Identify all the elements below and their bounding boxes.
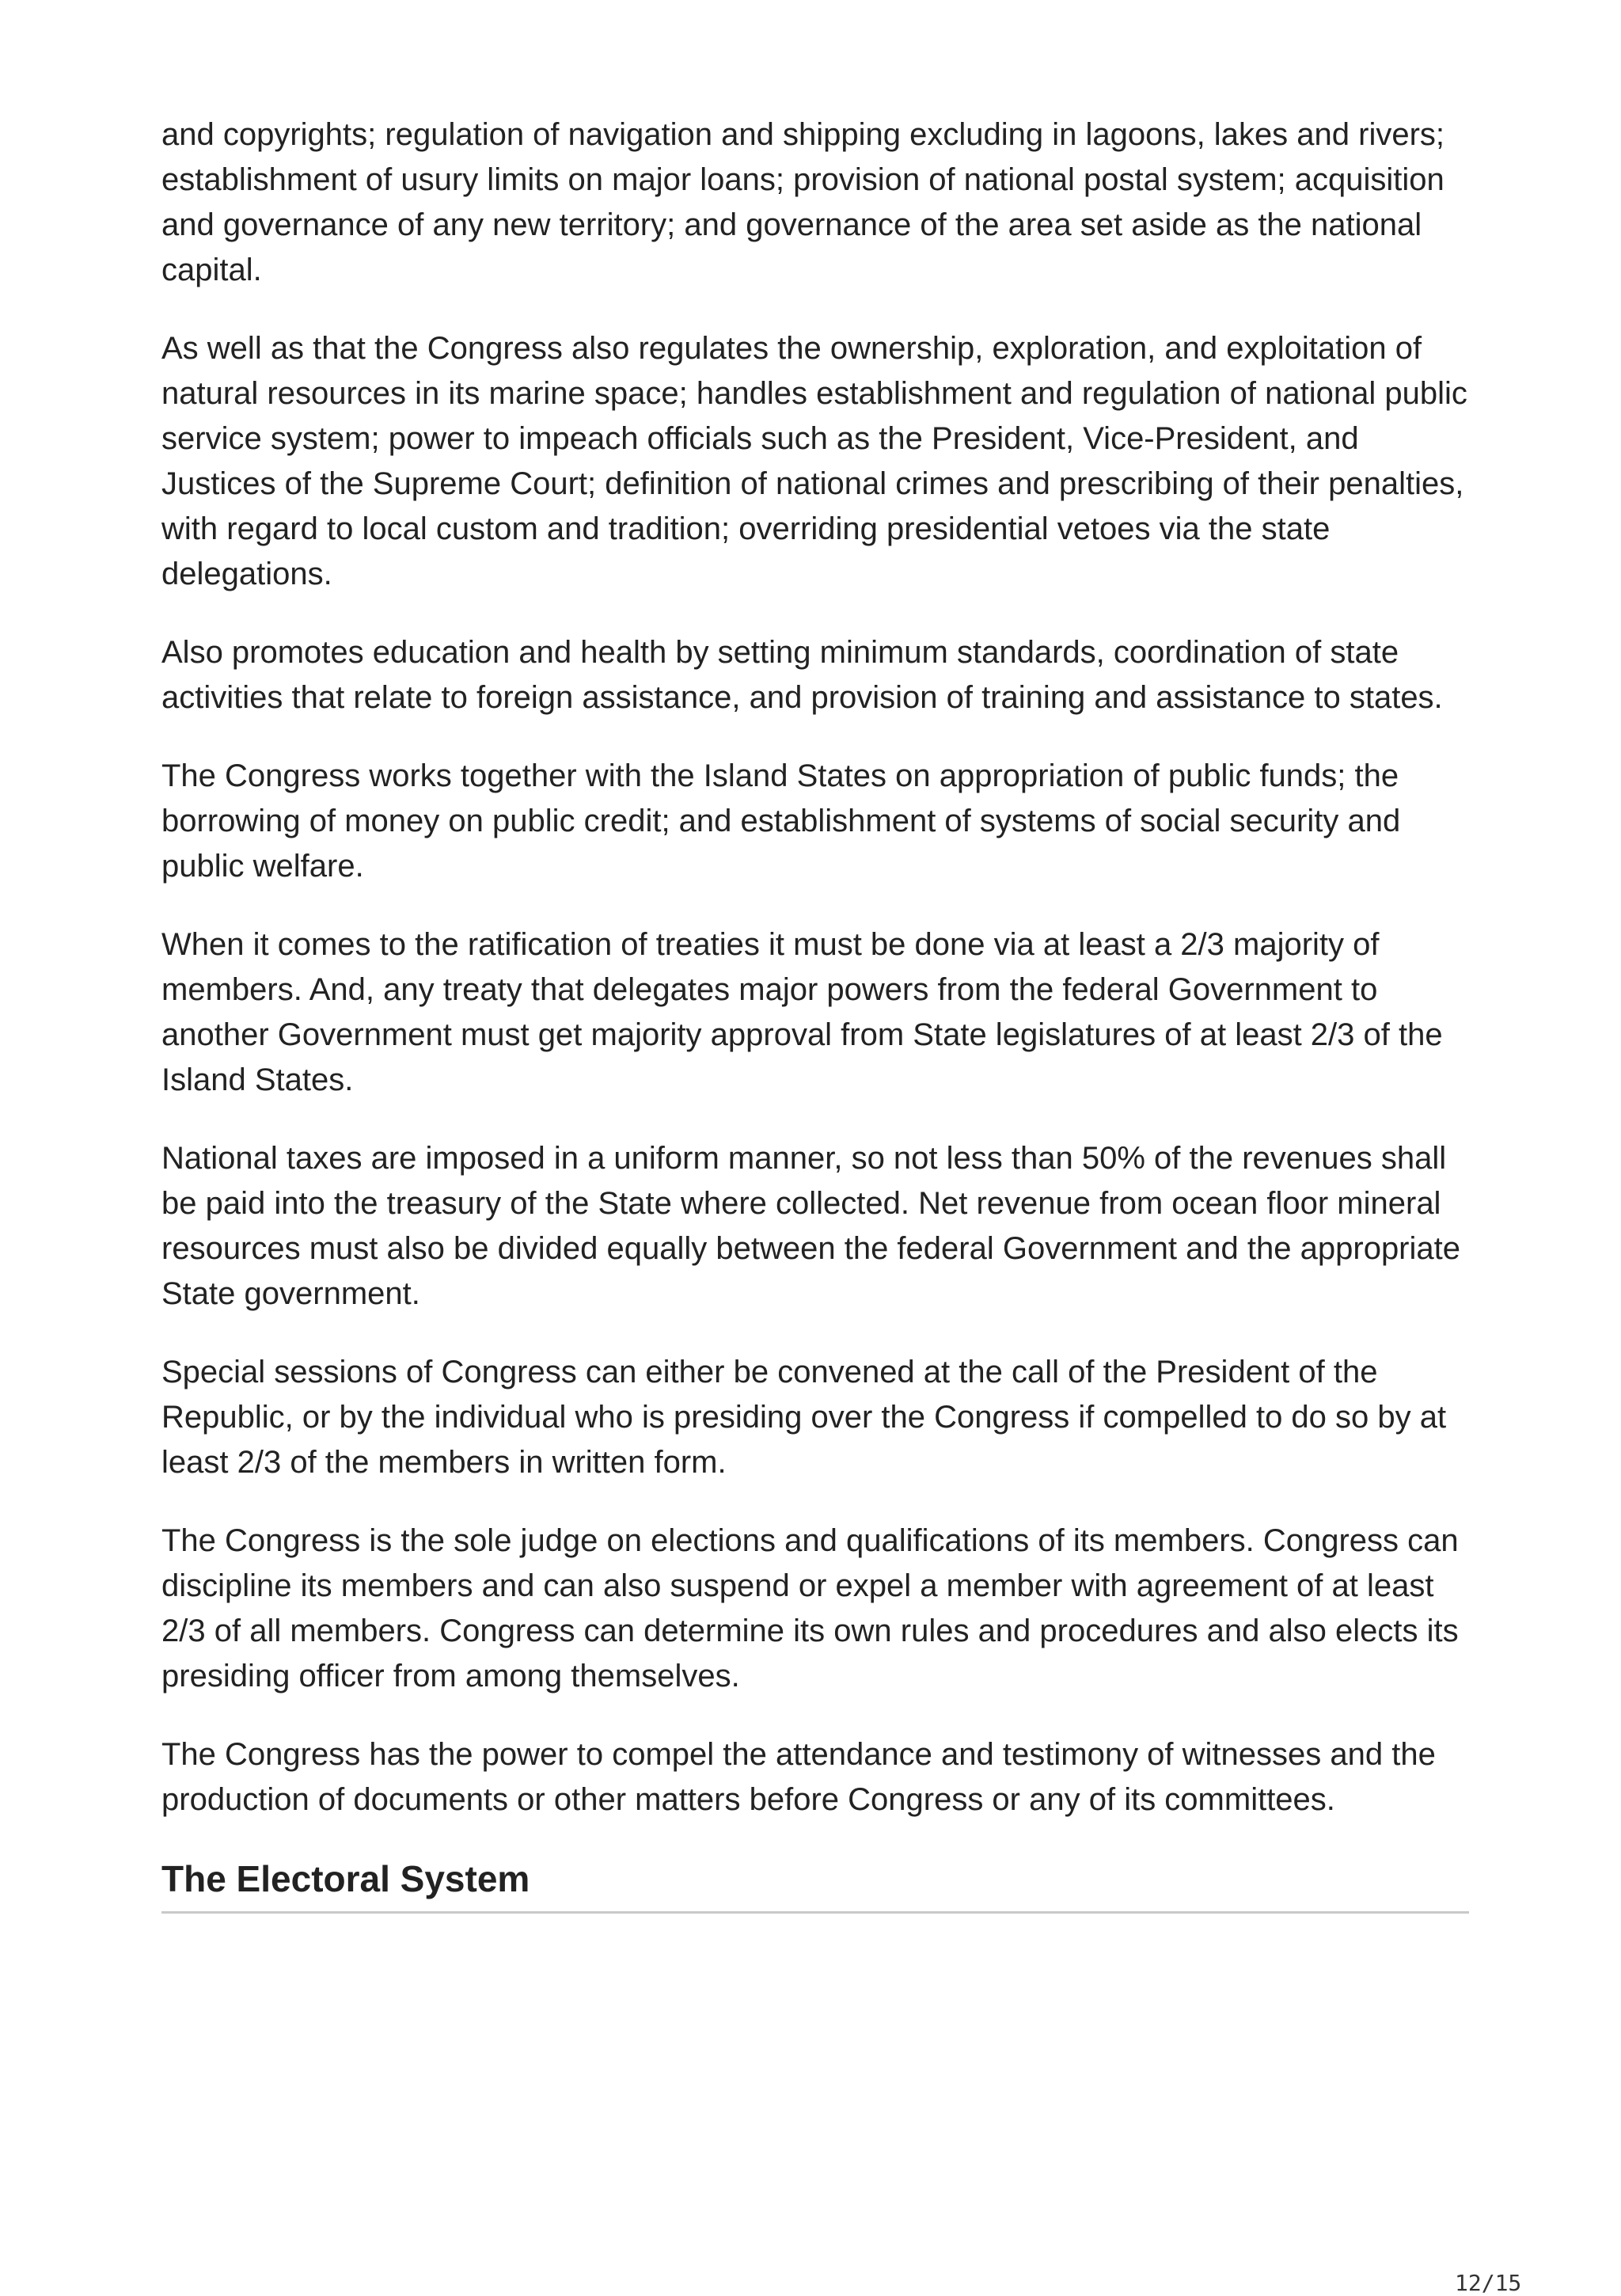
paragraph-8: The Congress is the sole judge on elections and qualifications of its members. Congress can discipline its members and can also suspend or expel a member with agreement of at least 2/3 of all members. Congress can determine its own rules and procedures and also elects its presiding officer from among themselves. (161, 1523, 1459, 1693)
paragraph-1: and copyrights; regulation of navigation and shipping excluding in lagoons, lakes and rivers; establishment of usury limits on major loans; provision of national postal system; acquisition and governance of any new territory; and governance of the area set aside as the national capital. (161, 117, 1445, 287)
paragraph-6: National taxes are imposed in a uniform manner, so not less than 50% of the revenues shall be paid into the treasury of the State where collected. Net revenue from ocean floor mineral resources must also be divided equally between the federal Government and the appropriate State government. (161, 1141, 1460, 1311)
paragraph-4: The Congress works together with the Island States on appropriation of public funds; the borrowing of money on public credit; and establishment of systems of social security and public welfare. (161, 758, 1401, 884)
paragraph-9: The Congress has the power to compel the attendance and testimony of witnesses and the production of documents or other matters before Congress or any of its committees. (161, 1737, 1436, 1817)
page-number: 12/15 (1455, 2270, 1522, 2296)
paragraph-5: When it comes to the ratification of treaties it must be done via at least a 2/3 majority of members. And, any treaty that delegates major powers from the federal Government to another Government must get majority approval from State legislatures of at least 2/3 of the Island States. (161, 927, 1443, 1097)
paragraph-7: Special sessions of Congress can either be convened at the call of the President of the Republic, or by the individual who is presiding over the Congress if compelled to do so by at least 2/3 of the members in written form. (161, 1355, 1447, 1480)
document-body (161, 112, 1475, 1914)
paragraph-3: Also promotes education and health by setting minimum standards, coordination of state activities that relate to foreign assistance, and provision of training and assistance to states. (161, 635, 1443, 715)
section-heading: The Electoral System (161, 1856, 1469, 1914)
paragraph-2: As well as that the Congress also regulates the ownership, exploration, and exploitation of natural resources in its marine space; handles establishment and regulation of national public service system; power to impeach officials such as the President, Vice-President, and Justices of the Supreme Court; definition of national crimes and prescribing of their penalties, with regard to local custom and tradition; overriding presidential vetoes via the state delegations. (161, 331, 1467, 591)
